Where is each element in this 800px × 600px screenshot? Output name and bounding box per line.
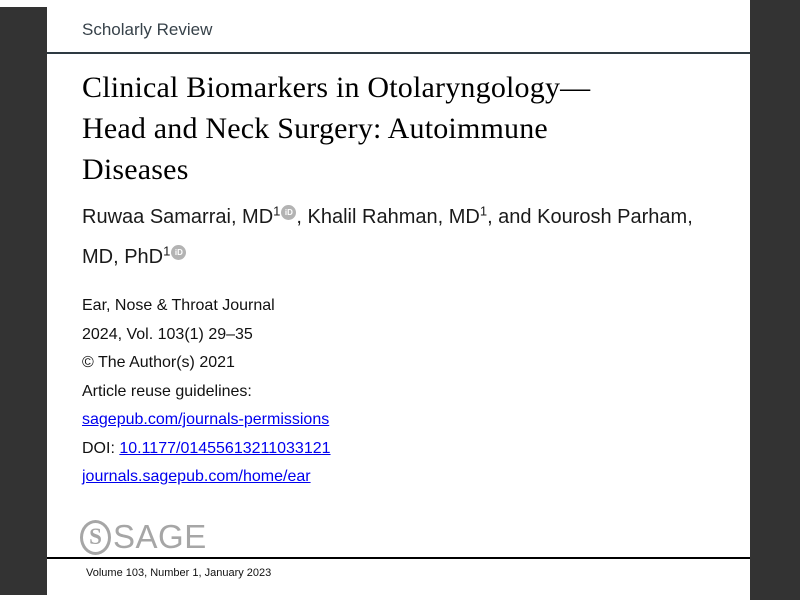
article-title [82, 67, 715, 190]
orcid-icon[interactable]: iD [171, 245, 186, 260]
doi-link[interactable]: 10.1177/01455613211033121 [119, 439, 331, 457]
viewer-right-margin-band [750, 0, 800, 600]
journal-citation-block [82, 292, 715, 492]
footer-issue-line: Volume 103, Number 1, January 2023 [86, 567, 272, 579]
copyright-line: © The Author(s) 2021 [82, 354, 235, 371]
article-title-line-3: Diseases [82, 153, 189, 186]
viewer-left-margin-band [0, 7, 47, 595]
volume-issue-pages: 2024, Vol. 103(1) 29–35 [82, 325, 253, 343]
author-separator: , and [487, 206, 538, 228]
article-title-line-2: Head and Neck Surgery: Autoimmune [82, 112, 548, 145]
journal-name: Ear, Nose & Throat Journal [82, 297, 275, 314]
reuse-guidelines-label: Article reuse guidelines: [82, 382, 252, 400]
permissions-link[interactable]: sagepub.com/journals-permissions [82, 411, 330, 428]
footer-divider-rule [47, 557, 750, 559]
article-first-page [47, 0, 750, 600]
author-3-affiliation-superscript: 1 [163, 243, 171, 259]
author-byline [82, 197, 707, 277]
article-type-label: Scholarly Review [82, 20, 213, 39]
orcid-icon[interactable]: iD [281, 205, 296, 220]
sage-wordmark: SAGE [113, 518, 207, 555]
author-separator: , [296, 206, 308, 228]
sage-publisher-logo [80, 518, 207, 556]
journal-home-link[interactable]: journals.sagepub.com/home/ear [82, 468, 311, 485]
sage-emblem-icon: S [80, 520, 111, 555]
article-title-line-1: Clinical Biomarkers in Otolaryngology— [82, 71, 591, 104]
author-name-1: Ruwaa Samarrai, MD [82, 206, 274, 228]
author-1-affiliation-superscript: 1 [273, 203, 281, 219]
author-2-affiliation-superscript: 1 [479, 203, 488, 219]
doi-label: DOI: [82, 439, 115, 457]
author-name-2: Khalil Rahman, MD [307, 206, 480, 228]
author-name-3: Kourosh Parham, MD, PhD [82, 206, 693, 268]
header-divider-rule [47, 52, 750, 54]
